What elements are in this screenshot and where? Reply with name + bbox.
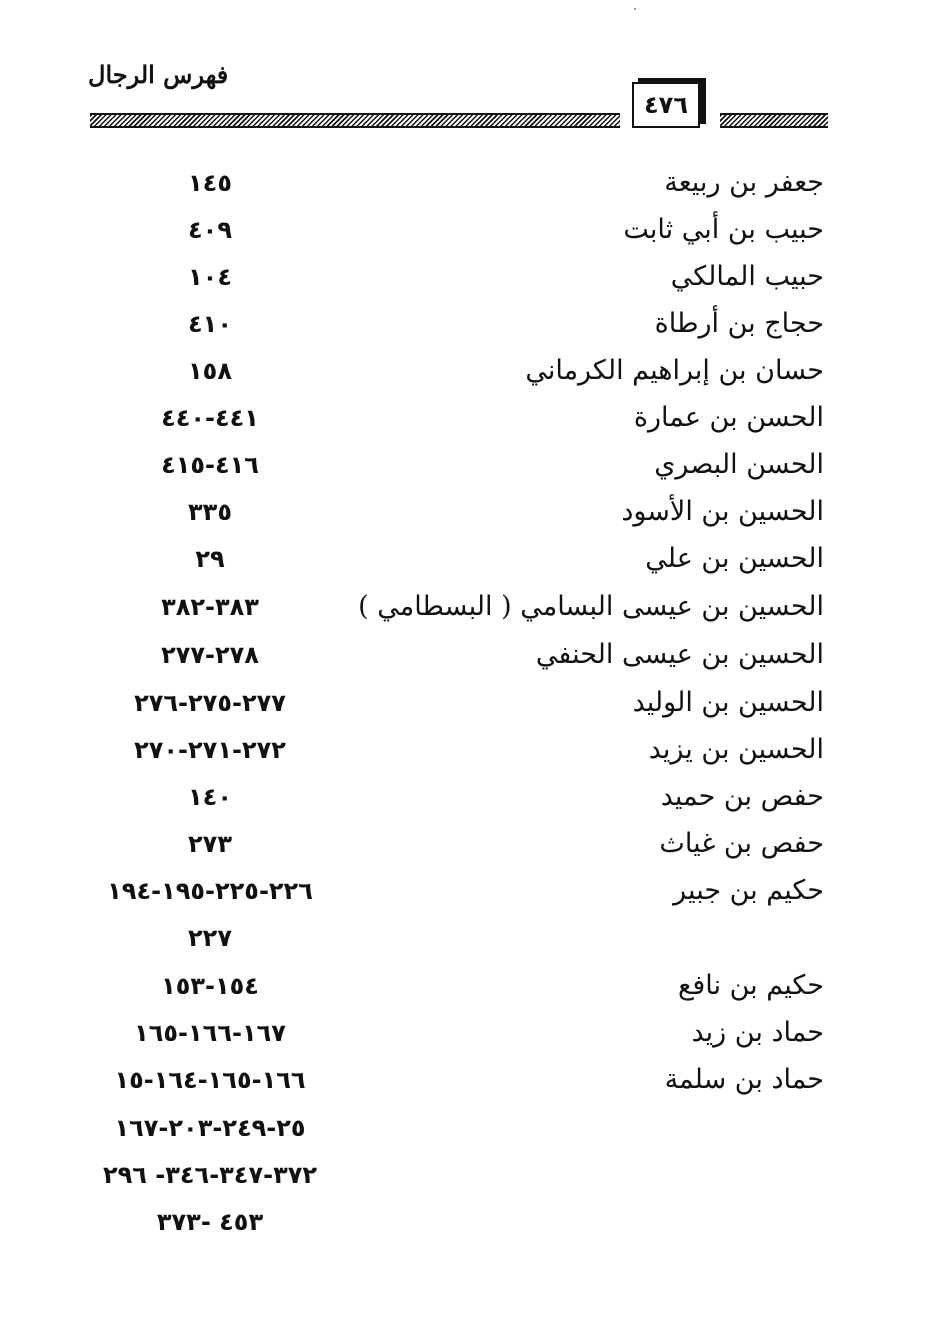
index-entry — [0, 1108, 940, 1148]
index-entry — [0, 587, 940, 627]
entry-pages: ٢٢٦-٢٢٥-١٩٥-١٩٤ — [107, 877, 313, 905]
index-entry — [0, 966, 940, 1006]
entry-name: حبيب المالكي — [670, 261, 824, 292]
index-entry — [0, 635, 940, 675]
index-entry — [0, 257, 940, 297]
entry-name: الحسين بن عيسى الحنفي — [535, 639, 824, 670]
entry-pages: ١٤٠ — [188, 783, 232, 811]
index-entry — [0, 163, 940, 203]
scan-speck — [634, 8, 636, 10]
entry-pages: ٢٧٣ — [188, 830, 232, 858]
header-rule-left — [90, 113, 620, 128]
index-entry — [0, 1060, 940, 1100]
index-entry — [0, 918, 940, 958]
entry-pages: ٢٥-٢٤٩-٢٠٣-١٦٧ — [114, 1114, 306, 1142]
entry-pages: ٢٧٢-٢٧١-٢٧٠ — [134, 736, 286, 764]
entry-pages: ٣٧٢-٣٤٧-٣٤٦- ٢٩٦ — [102, 1161, 318, 1189]
entry-pages: ١٤٥ — [188, 169, 232, 197]
entry-pages: ٣٣٥ — [188, 498, 232, 526]
index-entry — [0, 1202, 940, 1242]
index-entry — [0, 824, 940, 864]
index-entry — [0, 1155, 940, 1195]
entry-pages: ٢٧٨-٢٧٧ — [161, 641, 259, 669]
index-entry — [0, 1013, 940, 1053]
entry-name: الحسين بن يزيد — [648, 734, 824, 765]
index-entry — [0, 304, 940, 344]
entry-name: الحسين بن علي — [645, 543, 824, 574]
entry-pages: ١٦٦-١٦٥-١٦٤-١٥ — [114, 1066, 306, 1094]
entry-name: الحسين بن عيسى البسامي ( البسطامي ) — [358, 591, 824, 622]
entry-pages: ٤١٦-٤١٥ — [161, 451, 259, 479]
index-entry — [0, 683, 940, 723]
running-header-title: فهرس الرجال — [88, 60, 229, 89]
header-rule-right — [720, 113, 828, 128]
index-entry — [0, 445, 940, 485]
entry-pages: ٢٢٧ — [188, 924, 232, 952]
entry-pages: ١٠٤ — [188, 263, 232, 291]
entry-pages: ٤٤١-٤٤٠ — [161, 404, 259, 432]
entry-name: الحسين بن الأسود — [621, 496, 824, 527]
entry-pages: ٢٩ — [195, 545, 225, 573]
entry-name: الحسين بن الوليد — [632, 687, 824, 718]
page-number: ٤٧٦ — [632, 82, 700, 128]
index-entry — [0, 730, 940, 770]
entry-name: حكيم بن نافع — [678, 970, 824, 1001]
entry-name: حجاج بن أرطاة — [654, 308, 824, 339]
entry-pages: ٤٠٩ — [188, 216, 232, 244]
entry-pages: ٤٥٣ -٣٧٣ — [156, 1208, 264, 1236]
index-entry — [0, 539, 940, 579]
entry-pages: ٢٧٧-٢٧٥-٢٧٦ — [134, 689, 286, 717]
entry-pages: ٤١٠ — [188, 310, 232, 338]
index-entry — [0, 871, 940, 911]
entry-name: حماد بن سلمة — [664, 1064, 824, 1095]
index-entry — [0, 777, 940, 817]
entry-name: حسان بن إبراهيم الكرماني — [525, 355, 824, 386]
index-entry — [0, 351, 940, 391]
entry-name: حبيب بن أبي ثابت — [623, 214, 824, 245]
entry-pages: ١٥٨ — [188, 357, 232, 385]
entry-name: الحسن بن عمارة — [633, 402, 824, 433]
entry-name: حكيم بن جبير — [673, 875, 824, 906]
index-entry — [0, 398, 940, 438]
entry-pages: ٣٨٣-٣٨٢ — [161, 593, 259, 621]
entry-pages: ١٥٤-١٥٣ — [161, 972, 259, 1000]
index-entry — [0, 210, 940, 250]
entry-name: الحسن البصري — [654, 449, 824, 480]
entry-name: جعفر بن ربيعة — [664, 167, 824, 198]
entry-name: حفص بن غياث — [659, 828, 824, 859]
entry-name: حماد بن زيد — [691, 1017, 824, 1048]
entry-name: حفص بن حميد — [660, 781, 824, 812]
entry-pages: ١٦٧-١٦٦-١٦٥ — [134, 1019, 286, 1047]
index-entry — [0, 492, 940, 532]
